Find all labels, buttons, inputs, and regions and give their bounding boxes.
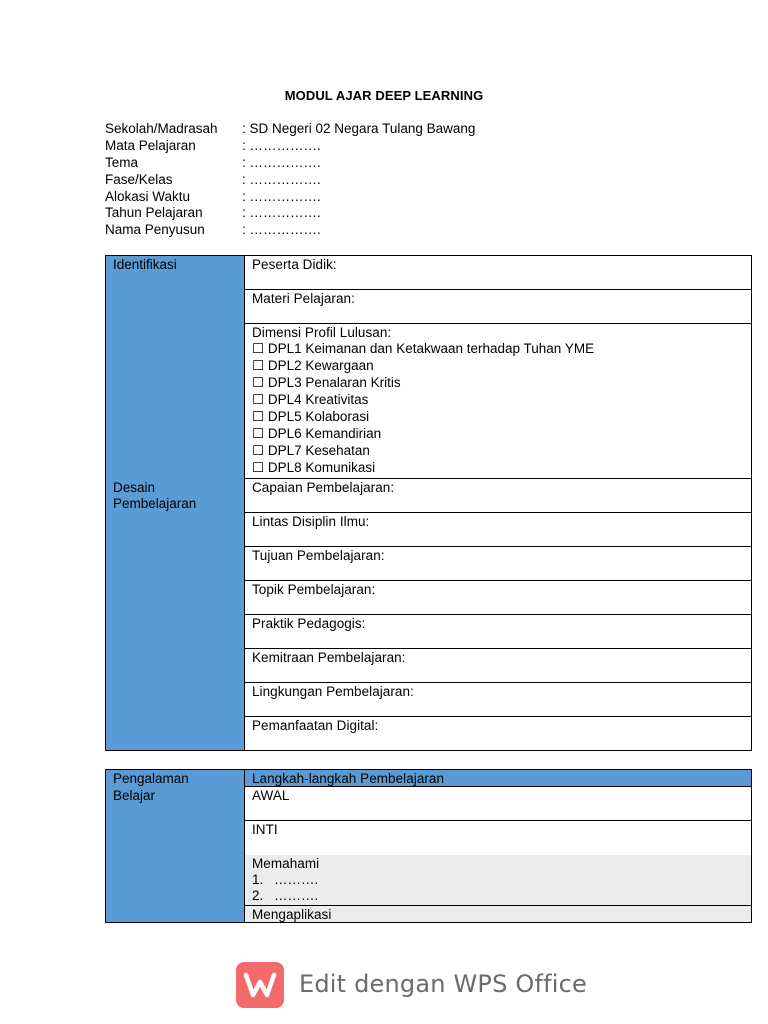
- wps-edit-banner[interactable]: [236, 962, 587, 1008]
- info-label: Fase/Kelas: [105, 171, 173, 187]
- info-value: : …………….: [242, 137, 321, 153]
- side-label-identifikasi: Identifikasi: [113, 257, 177, 272]
- dimension-checkbox[interactable]: ☐ DPL7 Kesehatan: [252, 443, 370, 458]
- field-label: Lingkungan Pembelajaran:: [252, 684, 414, 699]
- document-title: MODUL AJAR DEEP LEARNING: [284, 88, 484, 103]
- dimension-checkbox[interactable]: ☐ DPL4 Kreativitas: [252, 392, 369, 407]
- field-label: Dimensi Profil Lulusan:: [252, 325, 392, 340]
- dimension-checkbox[interactable]: ☐ DPL6 Kemandirian: [252, 426, 382, 441]
- row-lintas-disiplin: [245, 513, 752, 547]
- field-label: Materi Pelajaran:: [252, 291, 355, 306]
- side-column: [106, 256, 245, 751]
- field-label: Capaian Pembelajaran:: [252, 480, 395, 495]
- dimension-checkbox[interactable]: ☐ DPL8 Komunikasi: [252, 460, 376, 475]
- side-label-pengalaman: Pengalaman Belajar: [113, 771, 189, 803]
- field-label: Tujuan Pembelajaran:: [252, 548, 385, 563]
- field-label: Kemitraan Pembelajaran:: [252, 650, 406, 665]
- row-materi-pelajaran: [245, 290, 752, 324]
- field-label: Lintas Disiplin Ilmu:: [252, 514, 370, 529]
- list-item: [252, 888, 744, 904]
- field-label: Peserta Didik:: [252, 257, 337, 272]
- row-topik: [245, 581, 752, 615]
- info-label: Sekolah/Madrasah: [105, 121, 218, 136]
- row-memahami: [245, 855, 752, 906]
- wps-edit-label: Edit dengan WPS Office: [299, 970, 587, 998]
- info-value: : …………….: [242, 188, 321, 204]
- info-label: Alokasi Waktu: [105, 188, 191, 204]
- row-mengaplikasi: [245, 906, 752, 923]
- info-value: : …………….: [242, 154, 321, 170]
- wps-logo-icon: [236, 962, 284, 1008]
- info-value: : …………….: [242, 222, 321, 238]
- dimension-checkbox[interactable]: ☐ DPL1 Keimanan dan Ketakwaan terhadap Tuhan YME: [252, 341, 595, 356]
- info-label: Tema: [105, 154, 139, 170]
- side-column: [106, 770, 245, 923]
- row-praktik: [245, 615, 752, 649]
- info-value: : SD Negeri 02 Negara Tulang Bawang: [242, 121, 476, 136]
- row-awal: [245, 787, 752, 821]
- dimension-checkbox[interactable]: ☐ DPL2 Kewargaan: [252, 358, 374, 373]
- design-table: [105, 255, 752, 751]
- info-value: : …………….: [242, 171, 321, 187]
- row-kemitraan: [245, 649, 752, 683]
- side-label-desain: Desain Pembelajaran: [113, 480, 197, 511]
- stage-label: AWAL: [252, 788, 290, 803]
- field-label: Pemanfaatan Digital:: [252, 718, 379, 733]
- stage-label: Memahami: [252, 855, 320, 871]
- list-number: 1.: [252, 871, 264, 887]
- row-tujuan: [245, 547, 752, 581]
- info-label: Tahun Pelajaran: [105, 205, 203, 221]
- row-capaian: [245, 479, 752, 513]
- list-number: 2.: [252, 887, 264, 903]
- list-text: ……….: [274, 887, 319, 903]
- field-label: Praktik Pedagogis:: [252, 616, 366, 631]
- row-inti: [245, 821, 752, 855]
- dimension-checkbox[interactable]: ☐ DPL5 Kolaborasi: [252, 409, 370, 424]
- info-label: Mata Pelajaran: [105, 137, 196, 153]
- stage-label: Mengaplikasi: [252, 907, 332, 922]
- experience-table: [105, 769, 752, 923]
- steps-header: [245, 770, 752, 787]
- stage-label: INTI: [252, 822, 278, 837]
- info-label: Nama Penyusun: [105, 222, 205, 238]
- row-pemanfaatan: [245, 717, 752, 751]
- row-dimensi-profil: [245, 324, 752, 479]
- dimension-checkbox[interactable]: ☐ DPL3 Penalaran Kritis: [252, 375, 401, 390]
- row-lingkungan: [245, 683, 752, 717]
- row-peserta-didik: [245, 256, 752, 290]
- steps-header-label: Langkah-langkah Pembelajaran: [252, 771, 445, 786]
- list-text: ……….: [274, 871, 319, 887]
- list-item: [252, 872, 744, 888]
- info-value: : …………….: [242, 205, 321, 221]
- field-label: Topik Pembelajaran:: [252, 582, 376, 597]
